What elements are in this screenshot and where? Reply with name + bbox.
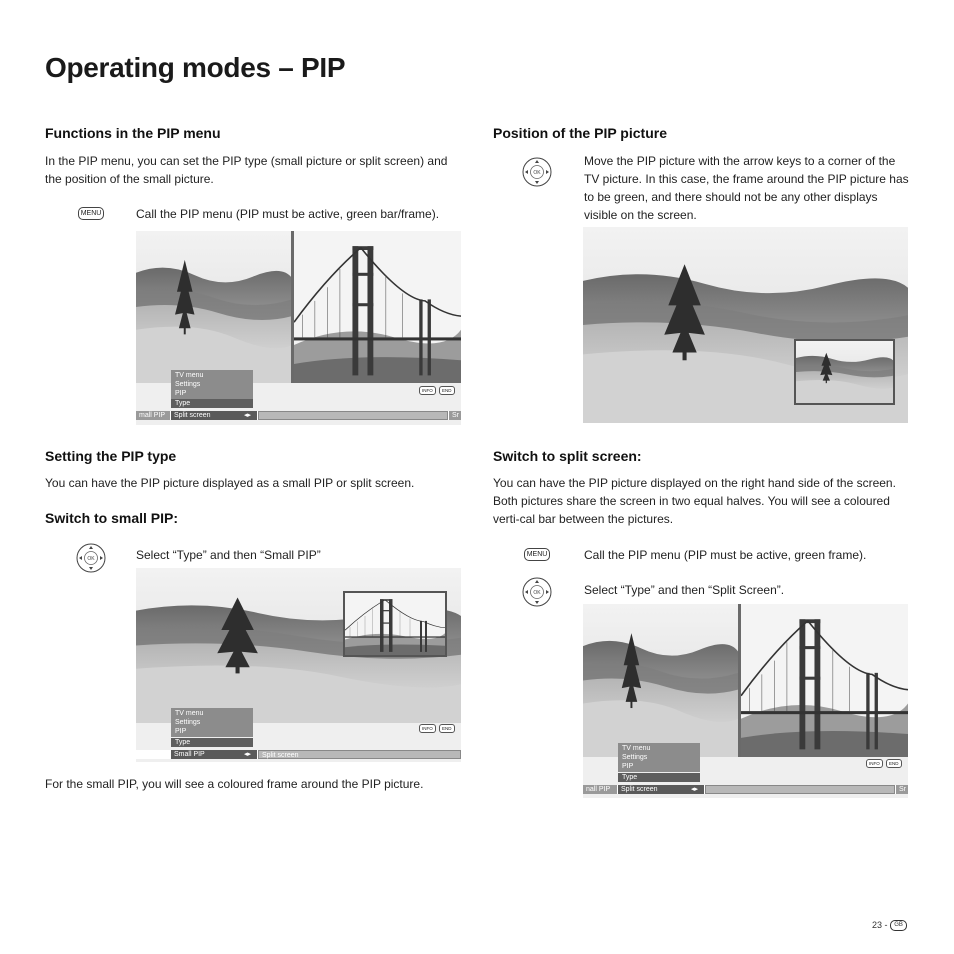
- osd-menu-item[interactable]: Settings: [175, 381, 201, 388]
- osd-option[interactable]: Sr: [449, 411, 461, 420]
- menu-step: Call the PIP menu (PIP must be active, green bar/frame).: [136, 207, 440, 221]
- osd-option-bar: [136, 750, 461, 759]
- ok-navigation-key-icon: [76, 543, 106, 573]
- tv-screen-split-menu: [136, 231, 461, 425]
- osd-menu-selected[interactable]: Type: [171, 399, 253, 408]
- ok-label: OK: [533, 590, 541, 596]
- osd-menu-item[interactable]: Settings: [175, 719, 201, 726]
- setting-heading: Setting the PIP type: [45, 448, 177, 464]
- end-key: END: [439, 724, 455, 733]
- split-step1: Call the PIP menu (PIP must be active, green frame).: [584, 548, 867, 562]
- osd-option-selected[interactable]: [171, 411, 257, 420]
- small-pip-step: Select “Type” and then “Small PIP”: [136, 548, 321, 562]
- osd-menu-item[interactable]: PIP: [175, 390, 187, 397]
- position-heading: Position of the PIP picture: [493, 125, 667, 141]
- osd-menu-list: [618, 743, 700, 772]
- osd-option[interactable]: Split screen: [258, 750, 461, 759]
- osd-option[interactable]: nall PIP: [583, 785, 617, 794]
- functions-heading: Functions in the PIP menu: [45, 125, 221, 141]
- end-key: END: [886, 759, 902, 768]
- setting-text: You can have the PIP picture displayed as a small PIP or split screen.: [45, 476, 415, 490]
- osd-menu-selected[interactable]: Type: [618, 773, 700, 782]
- pip-picture: [741, 604, 908, 757]
- split-step2: Select “Type” and then “Split Screen”.: [584, 583, 785, 597]
- arrow-lr-icon: ◂▸: [243, 412, 251, 419]
- info-key: INFO: [419, 386, 436, 395]
- osd-option[interactable]: Sr: [896, 785, 908, 794]
- functions-text: In the PIP menu, you can set the PIP type (small picture or split screen) and the position of the small picture.: [45, 154, 448, 186]
- page-title: Operating modes – PIP: [45, 52, 346, 83]
- menu-key-icon: MENU: [78, 207, 104, 220]
- tv-screen-pip-position: [583, 227, 908, 423]
- split-heading: Switch to split screen:: [493, 448, 642, 464]
- ok-label: OK: [87, 556, 95, 562]
- tv-screen-small-pip-menu: [136, 568, 461, 762]
- osd-option-label: Small PIP: [174, 751, 205, 758]
- ok-navigation-key-icon: [522, 577, 552, 607]
- info-key: INFO: [866, 759, 883, 768]
- pip-frame[interactable]: [794, 339, 895, 405]
- arrow-lr-icon: ◂▸: [243, 751, 251, 758]
- osd-menu-item[interactable]: Settings: [622, 754, 648, 761]
- ok-navigation-key-icon: [522, 157, 552, 187]
- pip-picture: [796, 341, 893, 403]
- osd-option-selected[interactable]: [618, 785, 704, 794]
- info-key: INFO: [419, 724, 436, 733]
- end-key: END: [439, 386, 455, 395]
- osd-menu-selected[interactable]: Type: [171, 738, 253, 747]
- main-picture: [136, 231, 292, 383]
- osd-option[interactable]: mall PIP: [136, 411, 170, 420]
- osd-menu-item[interactable]: PIP: [175, 728, 187, 735]
- osd-menu-list: [171, 708, 253, 737]
- pip-picture: [294, 231, 461, 383]
- osd-menu-item[interactable]: TV menu: [175, 372, 204, 379]
- position-text: Move the PIP picture with the arrow keys to a corner of the TV picture. In this case, the frame around the PIP picture has to be green, and there should not be any other displays visible on the screen.: [584, 154, 909, 222]
- main-picture: [583, 604, 738, 757]
- osd-option-bar: [583, 785, 908, 794]
- arrow-lr-icon: ◂▸: [690, 786, 698, 793]
- osd-menu-item[interactable]: PIP: [622, 763, 634, 770]
- menu-key-icon: MENU: [524, 548, 550, 561]
- osd-menu-item[interactable]: TV menu: [622, 745, 651, 752]
- language-badge: GB: [890, 920, 907, 931]
- osd-option-label: Split screen: [174, 412, 211, 419]
- osd-menu-list: [171, 370, 253, 399]
- osd-option-bar: [136, 411, 461, 420]
- page-number: [872, 920, 907, 931]
- ok-label: OK: [533, 170, 541, 176]
- osd-menu-item[interactable]: TV menu: [175, 710, 204, 717]
- small-pip-note: For the small PIP, you will see a coloured frame around the PIP picture.: [45, 777, 424, 791]
- small-pip-heading: Switch to small PIP:: [45, 510, 179, 526]
- split-text: You can have the PIP picture displayed on the right hand side of the screen. Both pictures share the screen in two equal halves. You will see a coloured verti-cal bar between the pictures.: [493, 476, 896, 526]
- pip-frame[interactable]: [343, 591, 447, 657]
- osd-option-selected[interactable]: [171, 750, 257, 759]
- osd-option-label: Split screen: [621, 786, 658, 793]
- pip-picture: [345, 593, 445, 655]
- tv-screen-split: [583, 604, 908, 798]
- page-number-text: 23 -: [872, 920, 888, 930]
